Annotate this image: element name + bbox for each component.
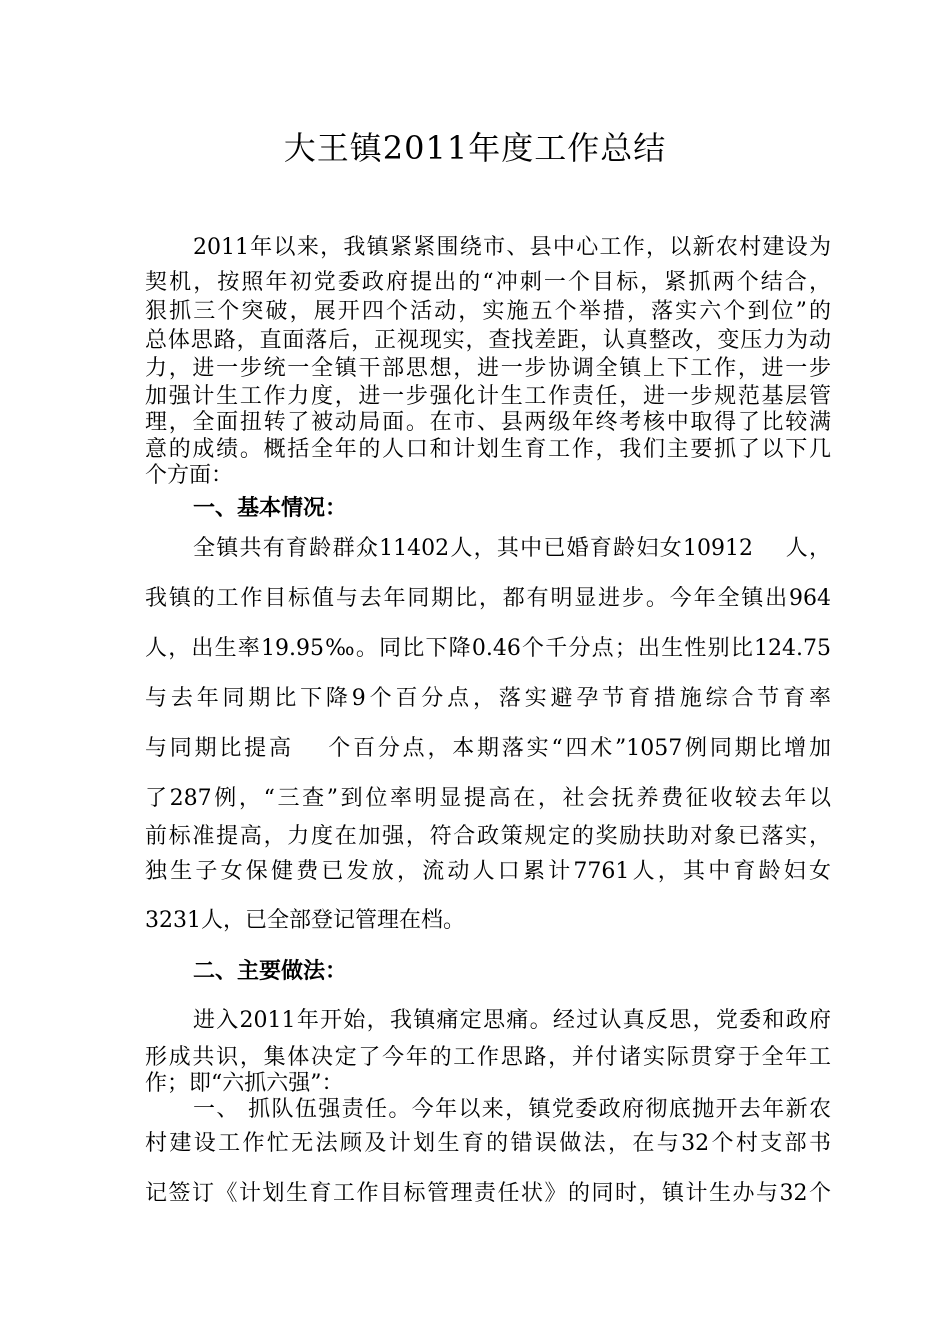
intro-line: 总体思路，直面落后，正视现实，查找差距，认真整改，变压力为动 — [145, 328, 831, 353]
intro-line: 加强计生工作力度，进一步强化计生工作责任，进一步规范基层管 — [145, 384, 831, 409]
section1-line: 我镇的工作目标值与去年同期比，都有明显进步。今年全镇出964 — [145, 586, 831, 611]
section2-line: 形成共识，集体决定了今年的工作思路，并付诸实际贯穿于全年工 — [145, 1045, 831, 1070]
section2-line: 进入2011年开始，我镇痛定思痛。经过认真反思，党委和政府 — [193, 1008, 831, 1033]
section1-line: 人，出生率19.95‰。同比下降0.46个千分点；出生性别比124.75 — [145, 636, 831, 661]
intro-line: 力，进一步统一全镇干部思想，进一步协调全镇上下工作，进一步 — [145, 356, 831, 381]
section2-line: 作；即“六抓六强”： — [145, 1071, 344, 1096]
intro-line: 理，全面扭转了被动局面。在市、县两级年终考核中取得了比较满 — [145, 410, 831, 435]
section1-line: 了287例，“三查”到位率明显提高在，社会抚养费征收较去年以 — [145, 786, 831, 811]
intro-line: 意的成绩。概括全年的人口和计划生育工作，我们主要抓了以下几 — [145, 437, 831, 462]
section1-line: 独生子女保健费已发放，流动人口累计7761人，其中育龄妇女 — [145, 859, 831, 884]
section1-line: 与去年同期比下降9个百分点，落实避孕节育措施综合节育率 — [145, 686, 831, 711]
intro-line: 狠抓三个突破，展开四个活动，实施五个举措，落实六个到位”的 — [145, 299, 831, 324]
intro-line: 个方面： — [145, 463, 234, 488]
section2-line: 记签订《计划生育工作目标管理责任状》的同时，镇计生办与32个 — [145, 1181, 831, 1206]
section-heading-methods: 二、主要做法： — [193, 958, 348, 984]
intro-line: 2011年以来，我镇紧紧围绕市、县中心工作，以新农村建设为 — [193, 235, 831, 260]
section1-line: 与同期比提高 个百分点，本期落实“四术”1057例同期比增加 — [145, 736, 831, 761]
section-heading-basic: 一、基本情况： — [193, 495, 348, 521]
section1-line: 3231人，已全部登记管理在档。 — [145, 908, 465, 933]
section1-line: 前标准提高，力度在加强，符合政策规定的奖励扶助对象已落实， — [145, 824, 831, 849]
section2-line: 一、 抓队伍强责任。今年以来，镇党委政府彻底抛开去年新农 — [193, 1097, 831, 1122]
section1-line: 全镇共有育龄群众11402人，其中已婚育龄妇女10912 人， — [193, 536, 831, 561]
intro-line: 契机，按照年初党委政府提出的“冲刺一个目标，紧抓两个结合， — [145, 270, 831, 295]
document-title: 大王镇2011年度工作总结 — [283, 129, 667, 167]
section2-line: 村建设工作忙无法顾及计划生育的错误做法，在与32个村支部书 — [145, 1131, 831, 1156]
